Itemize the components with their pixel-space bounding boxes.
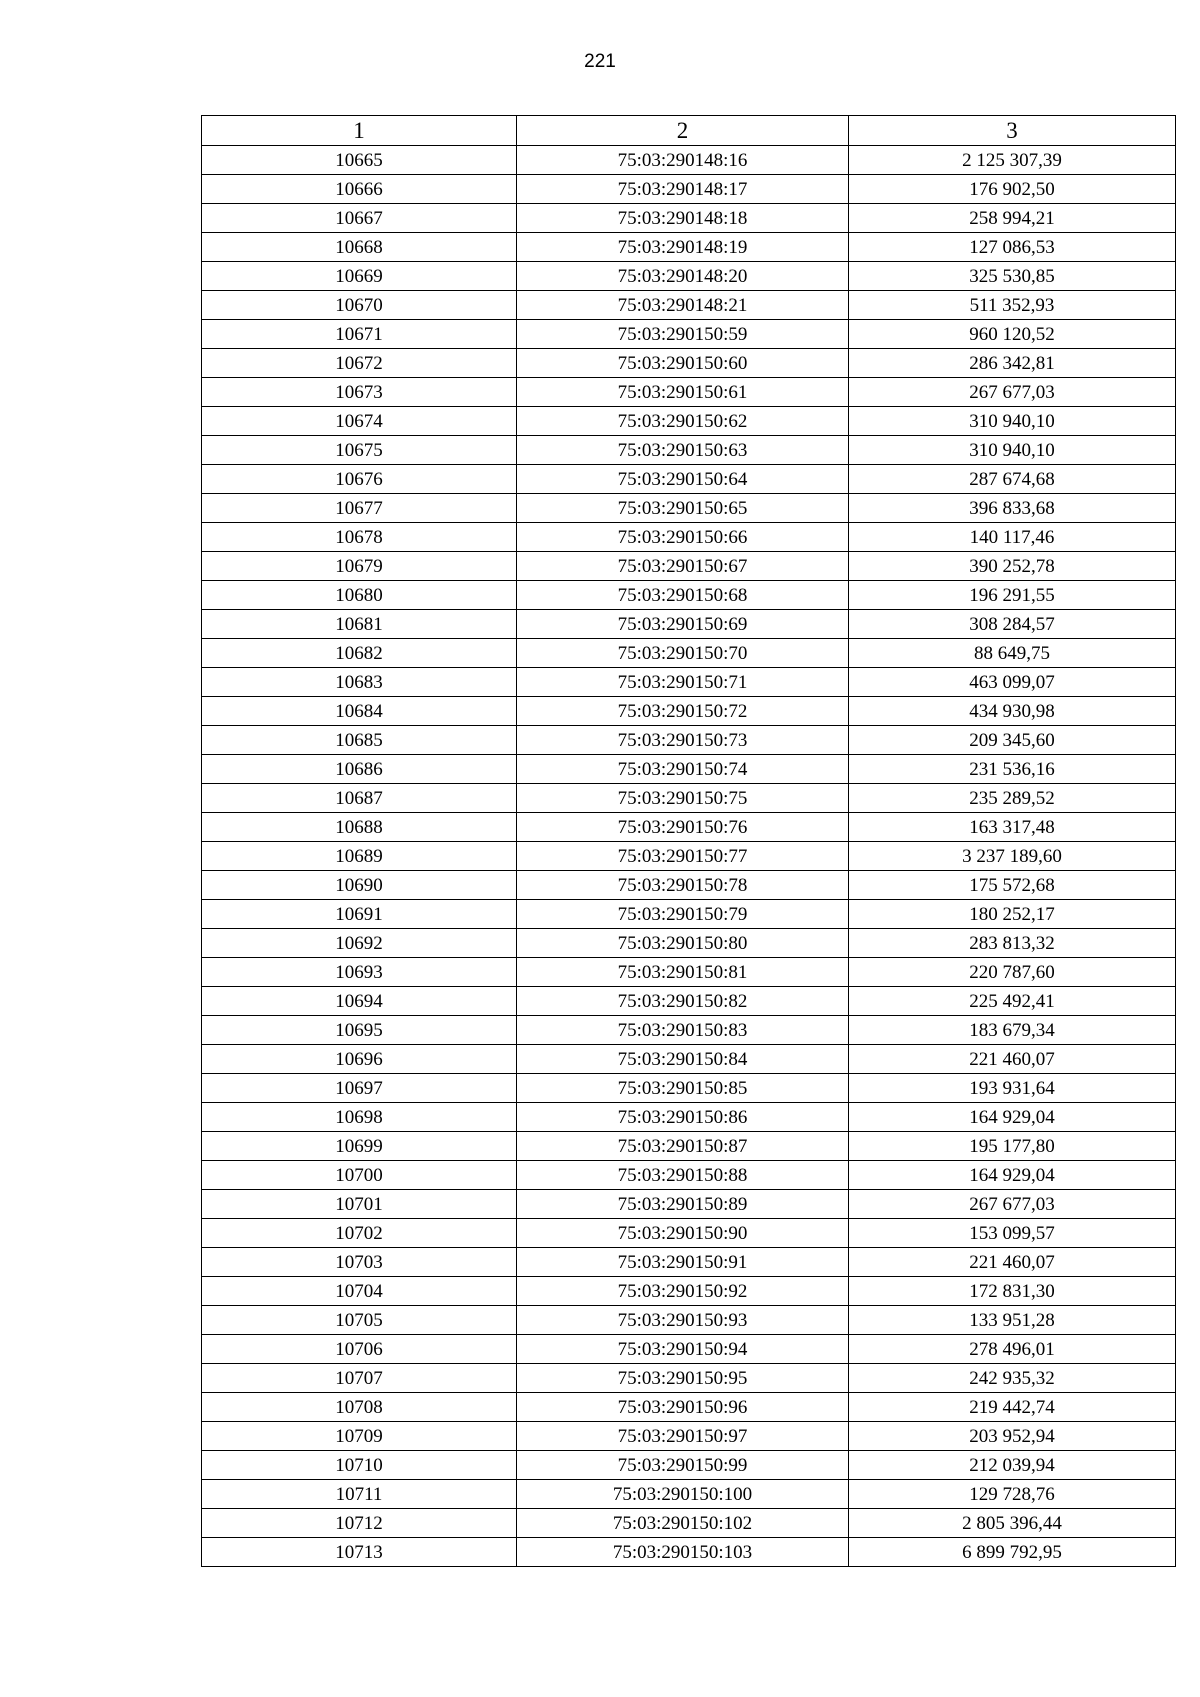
value-cell: 180 252,17 bbox=[849, 900, 1176, 929]
row-number-cell: 10683 bbox=[202, 668, 517, 697]
table-row bbox=[202, 958, 1176, 987]
table-header bbox=[202, 116, 1176, 146]
row-number-cell: 10671 bbox=[202, 320, 517, 349]
cadastral-number-cell: 75:03:290150:66 bbox=[517, 523, 849, 552]
row-number-cell: 10704 bbox=[202, 1277, 517, 1306]
table-row bbox=[202, 552, 1176, 581]
table-row bbox=[202, 494, 1176, 523]
cadastral-number-cell: 75:03:290150:73 bbox=[517, 726, 849, 755]
row-number-cell: 10669 bbox=[202, 262, 517, 291]
value-cell: 3 237 189,60 bbox=[849, 842, 1176, 871]
table-row bbox=[202, 755, 1176, 784]
cadastral-number-cell: 75:03:290150:84 bbox=[517, 1045, 849, 1074]
row-number-cell: 10667 bbox=[202, 204, 517, 233]
table-row bbox=[202, 407, 1176, 436]
row-number-cell: 10678 bbox=[202, 523, 517, 552]
value-cell: 231 536,16 bbox=[849, 755, 1176, 784]
row-number-cell: 10701 bbox=[202, 1190, 517, 1219]
cadastral-number-cell: 75:03:290150:96 bbox=[517, 1393, 849, 1422]
cadastral-number-cell: 75:03:290148:20 bbox=[517, 262, 849, 291]
table-row bbox=[202, 610, 1176, 639]
table-row bbox=[202, 1393, 1176, 1422]
page-number: 221 bbox=[584, 51, 616, 72]
cadastral-number-cell: 75:03:290150:62 bbox=[517, 407, 849, 436]
value-cell: 172 831,30 bbox=[849, 1277, 1176, 1306]
table-row bbox=[202, 1306, 1176, 1335]
value-cell: 175 572,68 bbox=[849, 871, 1176, 900]
row-number-cell: 10676 bbox=[202, 465, 517, 494]
cadastral-number-cell: 75:03:290150:68 bbox=[517, 581, 849, 610]
value-cell: 325 530,85 bbox=[849, 262, 1176, 291]
cadastral-number-cell: 75:03:290150:59 bbox=[517, 320, 849, 349]
column-header-2: 2 bbox=[517, 116, 849, 146]
cadastral-number-cell: 75:03:290150:92 bbox=[517, 1277, 849, 1306]
value-cell: 267 677,03 bbox=[849, 1190, 1176, 1219]
table-row bbox=[202, 900, 1176, 929]
table-row bbox=[202, 813, 1176, 842]
cadastral-number-cell: 75:03:290150:83 bbox=[517, 1016, 849, 1045]
cadastral-number-cell: 75:03:290150:100 bbox=[517, 1480, 849, 1509]
cadastral-number-cell: 75:03:290150:65 bbox=[517, 494, 849, 523]
row-number-cell: 10672 bbox=[202, 349, 517, 378]
cadastral-number-cell: 75:03:290150:63 bbox=[517, 436, 849, 465]
value-cell: 310 940,10 bbox=[849, 407, 1176, 436]
row-number-cell: 10708 bbox=[202, 1393, 517, 1422]
row-number-cell: 10692 bbox=[202, 929, 517, 958]
cadastral-number-cell: 75:03:290150:86 bbox=[517, 1103, 849, 1132]
cadastral-number-cell: 75:03:290150:94 bbox=[517, 1335, 849, 1364]
value-cell: 286 342,81 bbox=[849, 349, 1176, 378]
row-number-cell: 10705 bbox=[202, 1306, 517, 1335]
table-row bbox=[202, 378, 1176, 407]
value-cell: 163 317,48 bbox=[849, 813, 1176, 842]
value-cell: 133 951,28 bbox=[849, 1306, 1176, 1335]
cadastral-number-cell: 75:03:290150:87 bbox=[517, 1132, 849, 1161]
table-row bbox=[202, 1277, 1176, 1306]
cadastral-number-cell: 75:03:290148:17 bbox=[517, 175, 849, 204]
row-number-cell: 10703 bbox=[202, 1248, 517, 1277]
cadastral-number-cell: 75:03:290150:77 bbox=[517, 842, 849, 871]
row-number-cell: 10696 bbox=[202, 1045, 517, 1074]
value-cell: 396 833,68 bbox=[849, 494, 1176, 523]
row-number-cell: 10699 bbox=[202, 1132, 517, 1161]
cadastral-number-cell: 75:03:290150:89 bbox=[517, 1190, 849, 1219]
cadastral-number-cell: 75:03:290148:21 bbox=[517, 291, 849, 320]
table-row bbox=[202, 726, 1176, 755]
value-cell: 129 728,76 bbox=[849, 1480, 1176, 1509]
table-header-row bbox=[202, 116, 1176, 146]
value-cell: 258 994,21 bbox=[849, 204, 1176, 233]
value-cell: 2 125 307,39 bbox=[849, 146, 1176, 175]
cadastral-number-cell: 75:03:290150:91 bbox=[517, 1248, 849, 1277]
table-row bbox=[202, 987, 1176, 1016]
value-cell: 310 940,10 bbox=[849, 436, 1176, 465]
cadastral-number-cell: 75:03:290150:93 bbox=[517, 1306, 849, 1335]
row-number-cell: 10693 bbox=[202, 958, 517, 987]
cadastral-number-cell: 75:03:290150:70 bbox=[517, 639, 849, 668]
value-cell: 463 099,07 bbox=[849, 668, 1176, 697]
table-row bbox=[202, 1480, 1176, 1509]
row-number-cell: 10688 bbox=[202, 813, 517, 842]
table-row bbox=[202, 1538, 1176, 1567]
cadastral-number-cell: 75:03:290150:74 bbox=[517, 755, 849, 784]
table-row bbox=[202, 436, 1176, 465]
cadastral-number-cell: 75:03:290150:72 bbox=[517, 697, 849, 726]
value-cell: 221 460,07 bbox=[849, 1248, 1176, 1277]
table-row bbox=[202, 1045, 1176, 1074]
cadastral-number-cell: 75:03:290150:95 bbox=[517, 1364, 849, 1393]
value-cell: 164 929,04 bbox=[849, 1161, 1176, 1190]
row-number-cell: 10700 bbox=[202, 1161, 517, 1190]
table-row bbox=[202, 1161, 1176, 1190]
value-cell: 212 039,94 bbox=[849, 1451, 1176, 1480]
value-cell: 287 674,68 bbox=[849, 465, 1176, 494]
table-row bbox=[202, 1074, 1176, 1103]
value-cell: 2 805 396,44 bbox=[849, 1509, 1176, 1538]
column-header-1: 1 bbox=[202, 116, 517, 146]
row-number-cell: 10677 bbox=[202, 494, 517, 523]
table-row bbox=[202, 1016, 1176, 1045]
row-number-cell: 10670 bbox=[202, 291, 517, 320]
table-row bbox=[202, 233, 1176, 262]
row-number-cell: 10706 bbox=[202, 1335, 517, 1364]
cadastral-number-cell: 75:03:290150:102 bbox=[517, 1509, 849, 1538]
row-number-cell: 10711 bbox=[202, 1480, 517, 1509]
value-cell: 235 289,52 bbox=[849, 784, 1176, 813]
row-number-cell: 10702 bbox=[202, 1219, 517, 1248]
value-cell: 242 935,32 bbox=[849, 1364, 1176, 1393]
cadastral-number-cell: 75:03:290150:79 bbox=[517, 900, 849, 929]
value-cell: 6 899 792,95 bbox=[849, 1538, 1176, 1567]
cadastral-number-cell: 75:03:290150:97 bbox=[517, 1422, 849, 1451]
table-row bbox=[202, 1451, 1176, 1480]
table-row bbox=[202, 639, 1176, 668]
row-number-cell: 10687 bbox=[202, 784, 517, 813]
value-cell: 88 649,75 bbox=[849, 639, 1176, 668]
row-number-cell: 10668 bbox=[202, 233, 517, 262]
row-number-cell: 10673 bbox=[202, 378, 517, 407]
table-row bbox=[202, 697, 1176, 726]
cadastral-number-cell: 75:03:290150:99 bbox=[517, 1451, 849, 1480]
row-number-cell: 10712 bbox=[202, 1509, 517, 1538]
cadastral-number-cell: 75:03:290150:82 bbox=[517, 987, 849, 1016]
table-row bbox=[202, 1132, 1176, 1161]
cadastral-number-cell: 75:03:290148:16 bbox=[517, 146, 849, 175]
row-number-cell: 10697 bbox=[202, 1074, 517, 1103]
cadastral-number-cell: 75:03:290150:60 bbox=[517, 349, 849, 378]
row-number-cell: 10698 bbox=[202, 1103, 517, 1132]
value-cell: 283 813,32 bbox=[849, 929, 1176, 958]
value-cell: 140 117,46 bbox=[849, 523, 1176, 552]
row-number-cell: 10689 bbox=[202, 842, 517, 871]
value-cell: 308 284,57 bbox=[849, 610, 1176, 639]
row-number-cell: 10675 bbox=[202, 436, 517, 465]
cadastral-number-cell: 75:03:290150:85 bbox=[517, 1074, 849, 1103]
value-cell: 203 952,94 bbox=[849, 1422, 1176, 1451]
table-row bbox=[202, 204, 1176, 233]
value-cell: 183 679,34 bbox=[849, 1016, 1176, 1045]
table-row bbox=[202, 349, 1176, 378]
table-row bbox=[202, 523, 1176, 552]
row-number-cell: 10686 bbox=[202, 755, 517, 784]
table-row bbox=[202, 842, 1176, 871]
cadastral-number-cell: 75:03:290150:81 bbox=[517, 958, 849, 987]
row-number-cell: 10713 bbox=[202, 1538, 517, 1567]
table-row bbox=[202, 320, 1176, 349]
table-row bbox=[202, 1190, 1176, 1219]
value-cell: 195 177,80 bbox=[849, 1132, 1176, 1161]
cadastral-number-cell: 75:03:290150:78 bbox=[517, 871, 849, 900]
table-row bbox=[202, 1219, 1176, 1248]
value-cell: 196 291,55 bbox=[849, 581, 1176, 610]
cadastral-number-cell: 75:03:290148:18 bbox=[517, 204, 849, 233]
row-number-cell: 10710 bbox=[202, 1451, 517, 1480]
table-body bbox=[202, 146, 1176, 1567]
value-cell: 164 929,04 bbox=[849, 1103, 1176, 1132]
row-number-cell: 10674 bbox=[202, 407, 517, 436]
cadastral-number-cell: 75:03:290150:88 bbox=[517, 1161, 849, 1190]
column-header-3: 3 bbox=[849, 116, 1176, 146]
row-number-cell: 10685 bbox=[202, 726, 517, 755]
row-number-cell: 10707 bbox=[202, 1364, 517, 1393]
value-cell: 176 902,50 bbox=[849, 175, 1176, 204]
row-number-cell: 10694 bbox=[202, 987, 517, 1016]
value-cell: 220 787,60 bbox=[849, 958, 1176, 987]
value-cell: 219 442,74 bbox=[849, 1393, 1176, 1422]
cadastral-number-cell: 75:03:290150:90 bbox=[517, 1219, 849, 1248]
table-row bbox=[202, 1364, 1176, 1393]
cadastral-number-cell: 75:03:290150:76 bbox=[517, 813, 849, 842]
table-row bbox=[202, 291, 1176, 320]
cadastral-number-cell: 75:03:290148:19 bbox=[517, 233, 849, 262]
table-row bbox=[202, 871, 1176, 900]
table-row bbox=[202, 1248, 1176, 1277]
table-row bbox=[202, 1335, 1176, 1364]
value-cell: 434 930,98 bbox=[849, 697, 1176, 726]
row-number-cell: 10691 bbox=[202, 900, 517, 929]
row-number-cell: 10682 bbox=[202, 639, 517, 668]
table-row bbox=[202, 1509, 1176, 1538]
value-cell: 193 931,64 bbox=[849, 1074, 1176, 1103]
row-number-cell: 10680 bbox=[202, 581, 517, 610]
table-row bbox=[202, 581, 1176, 610]
cadastral-number-cell: 75:03:290150:103 bbox=[517, 1538, 849, 1567]
value-cell: 221 460,07 bbox=[849, 1045, 1176, 1074]
table-row bbox=[202, 262, 1176, 291]
row-number-cell: 10684 bbox=[202, 697, 517, 726]
table-row bbox=[202, 668, 1176, 697]
cadastral-number-cell: 75:03:290150:69 bbox=[517, 610, 849, 639]
row-number-cell: 10695 bbox=[202, 1016, 517, 1045]
data-table bbox=[201, 115, 1176, 1567]
value-cell: 511 352,93 bbox=[849, 291, 1176, 320]
row-number-cell: 10666 bbox=[202, 175, 517, 204]
cadastral-number-cell: 75:03:290150:61 bbox=[517, 378, 849, 407]
table-row bbox=[202, 784, 1176, 813]
cadastral-number-cell: 75:03:290150:80 bbox=[517, 929, 849, 958]
value-cell: 267 677,03 bbox=[849, 378, 1176, 407]
row-number-cell: 10709 bbox=[202, 1422, 517, 1451]
table-row bbox=[202, 929, 1176, 958]
cadastral-number-cell: 75:03:290150:75 bbox=[517, 784, 849, 813]
row-number-cell: 10665 bbox=[202, 146, 517, 175]
value-cell: 278 496,01 bbox=[849, 1335, 1176, 1364]
value-cell: 127 086,53 bbox=[849, 233, 1176, 262]
value-cell: 209 345,60 bbox=[849, 726, 1176, 755]
value-cell: 390 252,78 bbox=[849, 552, 1176, 581]
value-cell: 960 120,52 bbox=[849, 320, 1176, 349]
row-number-cell: 10679 bbox=[202, 552, 517, 581]
cadastral-number-cell: 75:03:290150:71 bbox=[517, 668, 849, 697]
table-row bbox=[202, 146, 1176, 175]
table-row bbox=[202, 465, 1176, 494]
table-row bbox=[202, 1422, 1176, 1451]
cadastral-number-cell: 75:03:290150:64 bbox=[517, 465, 849, 494]
value-cell: 225 492,41 bbox=[849, 987, 1176, 1016]
value-cell: 153 099,57 bbox=[849, 1219, 1176, 1248]
row-number-cell: 10681 bbox=[202, 610, 517, 639]
cadastral-number-cell: 75:03:290150:67 bbox=[517, 552, 849, 581]
table-row bbox=[202, 175, 1176, 204]
table-row bbox=[202, 1103, 1176, 1132]
row-number-cell: 10690 bbox=[202, 871, 517, 900]
